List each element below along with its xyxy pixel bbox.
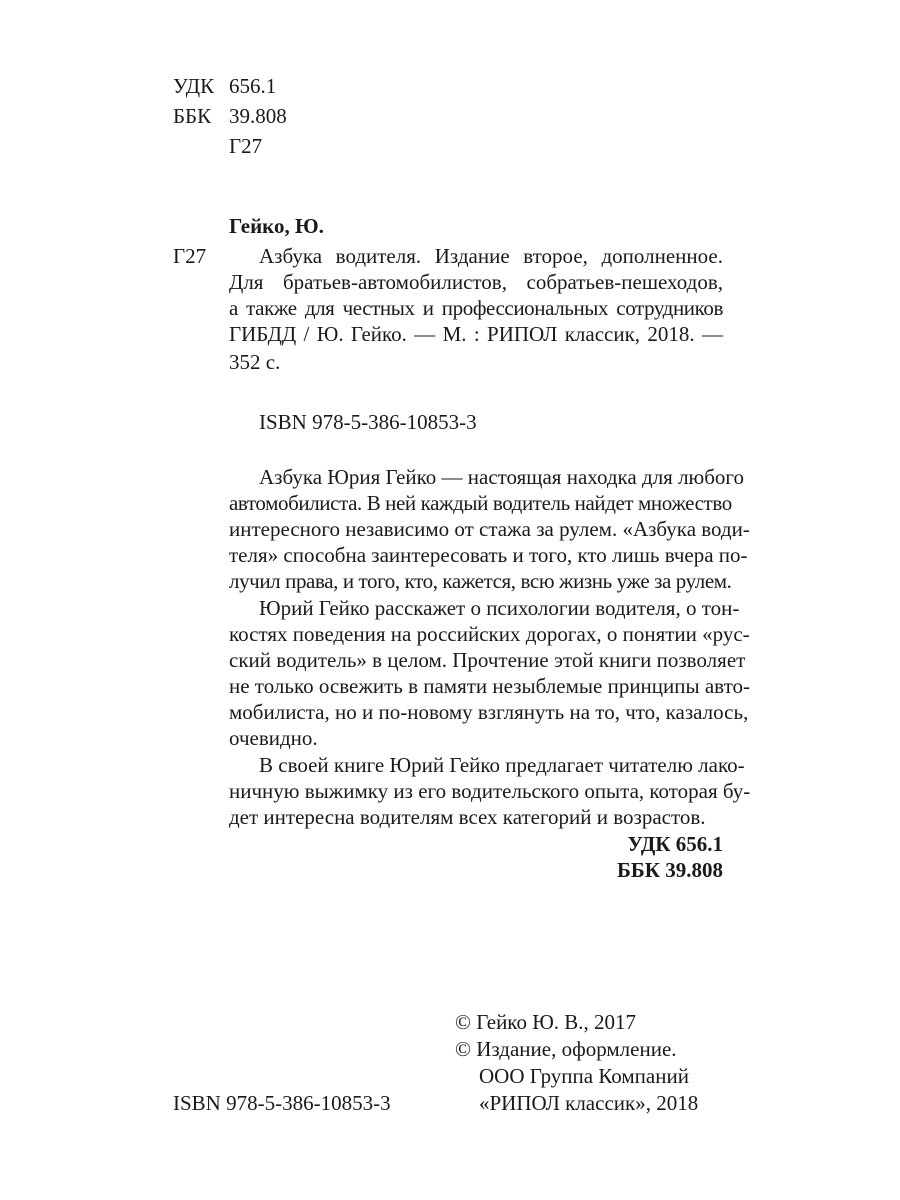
annotation-line: ский водитель» в целом. Прочтение этой книги позволяет bbox=[229, 648, 746, 672]
entry-isbn: ISBN 978-5-386-10853-3 bbox=[259, 410, 477, 434]
entry-author-mark: Г27 bbox=[173, 244, 207, 268]
annotation-line: костях поведения на российских дорогах, о понятии «рус- bbox=[229, 622, 750, 646]
annotation-line: интересного независимо от стажа за рулем. «Азбука води- bbox=[229, 517, 750, 541]
copyright-publisher: ООО Группа Компаний bbox=[479, 1064, 689, 1088]
udk-label: УДК bbox=[173, 74, 215, 98]
annotation-line: дет интересна водителям всех категорий и возрастов. bbox=[229, 805, 706, 829]
footer-isbn: ISBN 978-5-386-10853-3 bbox=[173, 1091, 391, 1115]
annotation-line: мобилиста, но и по-новому взглянуть на то, что, казалось, bbox=[229, 700, 749, 724]
annotation-line: не только освежить в памяти незыблемые принципы авто- bbox=[229, 674, 750, 698]
annotation-line: очевидно. bbox=[229, 726, 318, 750]
bbk-label: ББК bbox=[173, 104, 212, 128]
annotation-line: В своей книге Юрий Гейко предлагает читателю лако- bbox=[259, 753, 745, 777]
copyright-edition: © Издание, оформление. bbox=[455, 1037, 677, 1061]
copyright-publisher-name: «РИПОЛ классик», 2018 bbox=[479, 1091, 699, 1115]
bbk-value: 39.808 bbox=[229, 104, 287, 128]
bbk-code-line bbox=[173, 104, 287, 129]
annotation-line: ничную выжимку из его водительского опыта, которая бу- bbox=[229, 779, 751, 803]
copyright-author: © Гейко Ю. В., 2017 bbox=[455, 1010, 637, 1034]
author-name: Гейко, Ю. bbox=[229, 214, 324, 238]
udk-value: 656.1 bbox=[229, 74, 277, 98]
description-line: 352 с. bbox=[229, 350, 281, 374]
description-line: Для братьев-автомобилистов, собратьев-пешеходов, bbox=[229, 270, 723, 294]
annotation-udk: УДК 656.1 bbox=[627, 832, 723, 856]
description-line: ГИБДД / Ю. Гейко. — М. : РИПОЛ классик, 2018. — bbox=[229, 322, 723, 346]
description-line: Азбука водителя. Издание второе, дополненное. bbox=[259, 244, 723, 268]
annotation-bbk: ББК 39.808 bbox=[617, 858, 723, 882]
annotation-line: Юрий Гейко расскажет о психологии водителя, о тон- bbox=[259, 596, 740, 620]
annotation-line: теля» способна заинтересовать и того, кто лишь вчера по- bbox=[229, 543, 748, 567]
annotation-line: лучил права, и того, кто, кажется, всю жизнь уже за рулем. bbox=[229, 569, 732, 593]
description-line: а также для честных и профессиональных сотрудников bbox=[229, 296, 723, 320]
annotation-line: автомобилиста. В ней каждый водитель найдет множество bbox=[229, 491, 732, 515]
udk-code-line bbox=[173, 74, 276, 99]
author-mark-code: Г27 bbox=[229, 134, 263, 158]
annotation-line: Азбука Юрия Гейко — настоящая находка для любого bbox=[259, 465, 745, 489]
